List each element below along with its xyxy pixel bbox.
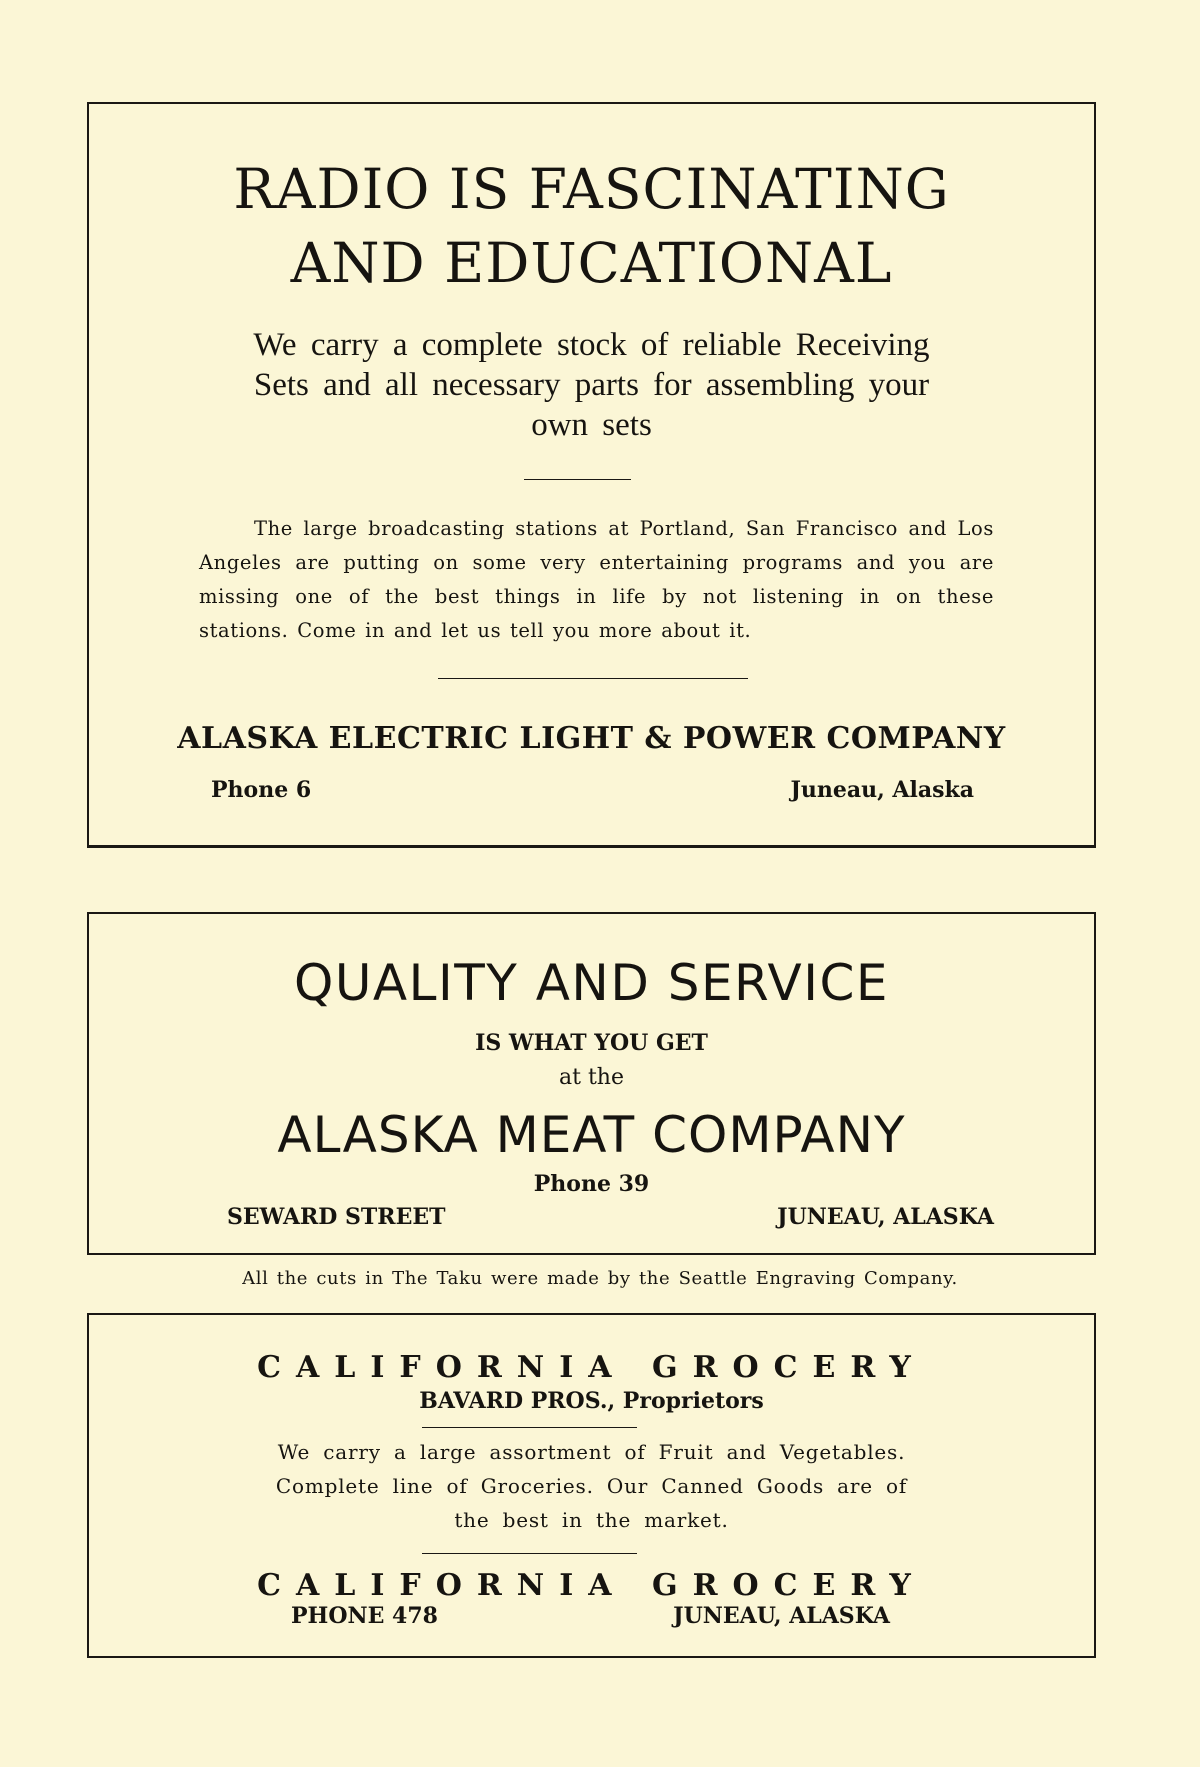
grocery-proprietors: BAVARD PROS., Proprietors — [419, 1388, 764, 1414]
meat-street: SEWARD STREET — [227, 1204, 446, 1230]
radio-phone: Phone 6 — [211, 777, 312, 803]
grocery-advertisement — [87, 1313, 1096, 1658]
divider-rule — [438, 678, 748, 679]
divider-rule — [422, 1553, 637, 1554]
radio-subheading-line-3: own sets — [531, 407, 652, 443]
meat-headline: QUALITY AND SERVICE — [293, 954, 890, 1012]
grocery-body-line-3: the best in the market. — [454, 1508, 729, 1532]
meat-at-the: at the — [559, 1065, 624, 1090]
radio-headline-line-2: AND EDUCATIONAL — [290, 231, 893, 295]
grocery-name-bottom: CALIFORNIA GROCERY — [257, 1568, 926, 1603]
meat-advertisement — [87, 912, 1096, 1255]
engraving-footnote: All the cuts in The Taku were made by the Seattle Engraving Company. — [242, 1268, 958, 1289]
radio-subheading-line-1: We carry a complete stock of reliable Receiving — [253, 327, 930, 363]
radio-advertisement — [87, 102, 1096, 848]
radio-body-text: The large broadcasting stations at Portland, San Francisco and Los Angeles are putting on some very entertaining programs and you are missing one of the best things in life by not listening in on these stations. Come in and let us tell you more about it. — [199, 517, 994, 642]
divider-rule — [422, 1427, 637, 1428]
radio-location: Juneau, Alaska — [790, 777, 974, 803]
radio-headline-line-1: RADIO IS FASCINATING — [233, 157, 950, 221]
meat-tagline: IS WHAT YOU GET — [475, 1030, 708, 1056]
radio-headline — [89, 152, 1094, 300]
radio-subheading — [89, 325, 1094, 445]
grocery-name-top: CALIFORNIA GROCERY — [257, 1350, 926, 1385]
grocery-body-text — [89, 1435, 1094, 1537]
radio-subheading-line-2: Sets and all necessary parts for assembling your — [253, 367, 930, 403]
grocery-phone: PHONE 478 — [291, 1603, 438, 1629]
grocery-location: JUNEAU, ALASKA — [673, 1603, 890, 1629]
meat-company-name: ALASKA MEAT COMPANY — [277, 1106, 906, 1164]
divider-rule — [524, 479, 631, 480]
meat-phone: Phone 39 — [533, 1171, 650, 1197]
grocery-body-line-2: Complete line of Groceries. Our Canned Goods are of — [275, 1474, 908, 1498]
radio-company-name: ALASKA ELECTRIC LIGHT & POWER COMPANY — [177, 721, 1006, 756]
meat-location: JUNEAU, ALASKA — [777, 1204, 994, 1230]
grocery-body-line-1: We carry a large assortment of Fruit and Vegetables. — [277, 1440, 906, 1464]
